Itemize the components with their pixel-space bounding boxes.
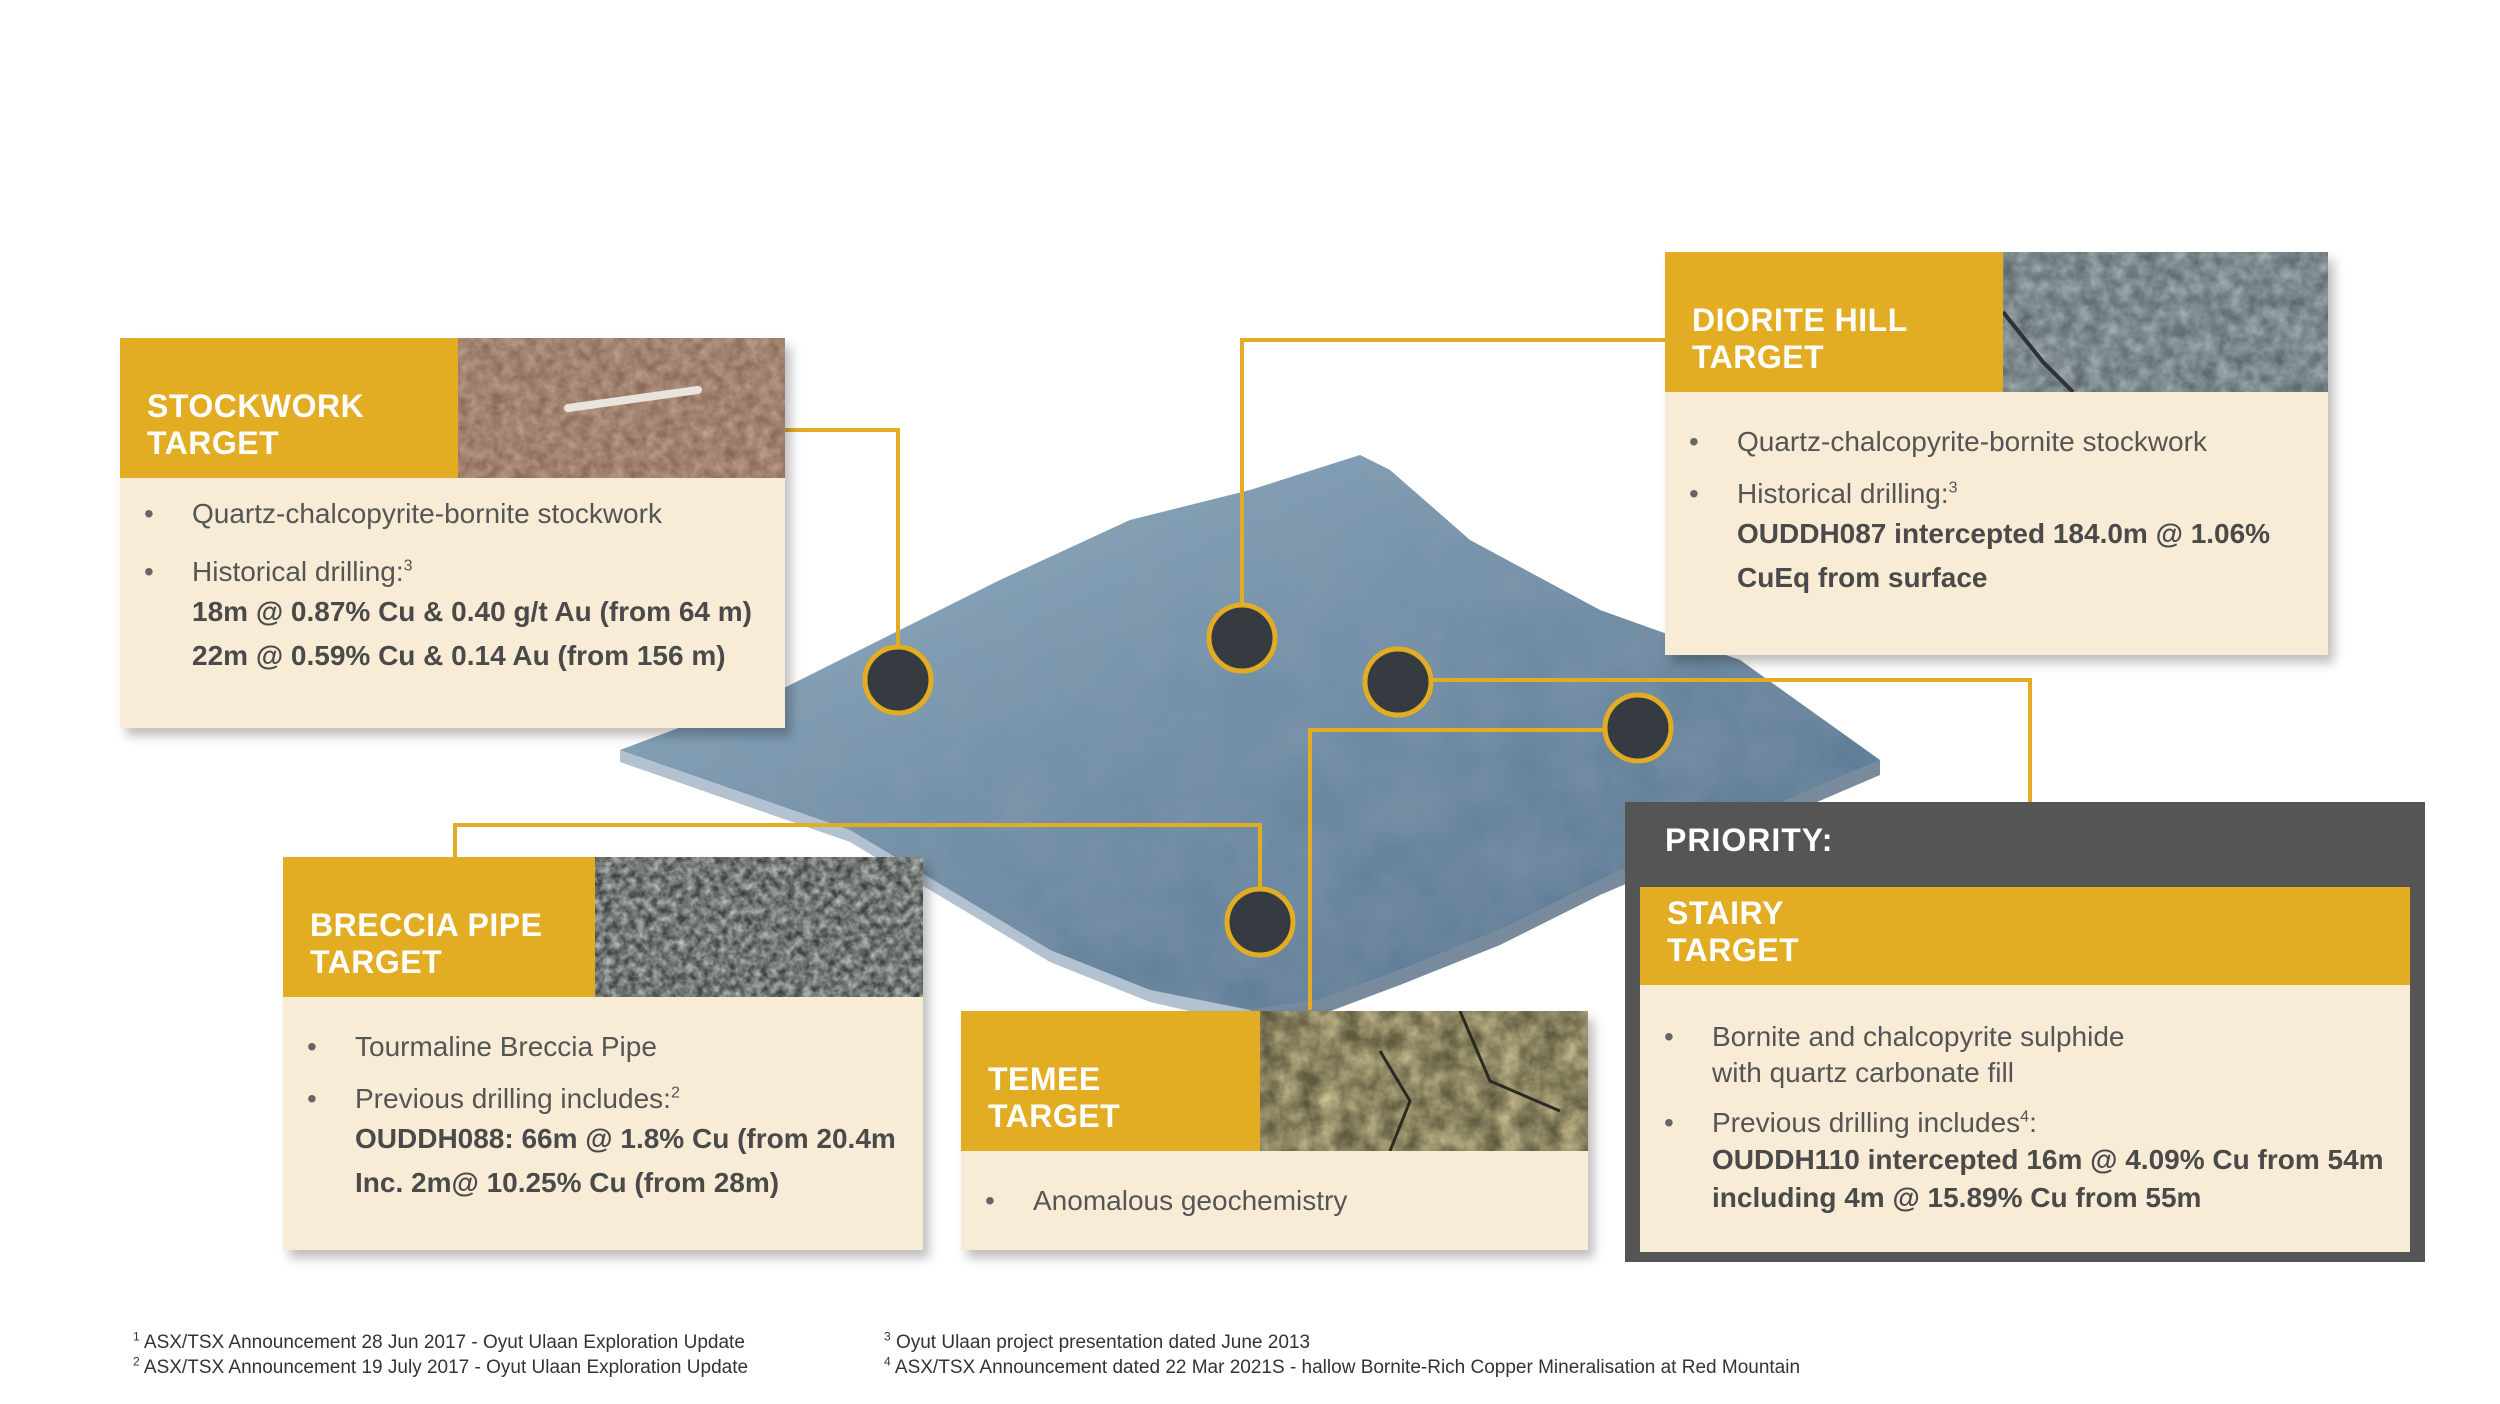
temee-title: TEMEE TARGET [988, 1061, 1121, 1134]
stairy-bullet-1: • Bornite and chalcopyrite sulphide with quartz carbonate fill [1664, 1019, 2396, 1091]
stairy-drill-2: including 4m @ 15.89% Cu from 55m [1712, 1182, 2202, 1213]
footnote-3: $^3$ Oyut Ulaan project presentation dated June 2013 [884, 1329, 1311, 1353]
stockwork-bullet-1: • Quartz-chalcopyrite-bornite stockwork [144, 496, 771, 532]
diorite-hill-target-card [1665, 252, 2328, 655]
footnote-4: $^4$ ASX/TSX Announcement dated 22 Mar 2021S - hallow Bornite-Rich Copper Mineralisation at Red Mountain [884, 1354, 1801, 1378]
stairy-title: STAIRY TARGET [1667, 895, 1800, 968]
footnotes-left [133, 1330, 748, 1380]
breccia-pipe-header [283, 857, 597, 997]
stairy-target-card [1640, 887, 2410, 1252]
breccia-pipe-title: BRECCIA PIPE TARGET [310, 907, 543, 980]
stockwork-title: STOCKWORK TARGET [147, 388, 365, 461]
stairy-drill-1: OUDDH110 intercepted 16m @ 4.09% Cu from 54m [1712, 1144, 2384, 1175]
breccia-pipe-bullet-1: • Tourmaline Breccia Pipe [307, 1029, 909, 1065]
temee-target-card [961, 1011, 1588, 1250]
diorite-hill-header [1665, 252, 2005, 392]
diorite-hill-bullet-1: • Quartz-chalcopyrite-bornite stockwork [1689, 424, 2314, 460]
stockwork-bullet-2: • Historical drilling:$^3$ 18m @ 0.87% Cu & 0.40 g/t Au (from 64 m) 22m @ 0.59% Cu & 0.14 Au (from 156 m) [144, 554, 771, 678]
temee-photo [1260, 1011, 1588, 1151]
priority-label: PRIORITY: [1665, 822, 1834, 858]
diorite-hill-bullet-2: • Historical drilling:$^3$ OUDDH087 intercepted 184.0m @ 1.06% CuEq from surface [1689, 476, 2314, 600]
breccia-pipe-drill-2: Inc. 2m@ 10.25% Cu (from 28m) [355, 1167, 780, 1198]
diorite-hill-photo [2003, 252, 2328, 392]
stockwork-header [120, 338, 460, 478]
diorite-hill-drill-1: OUDDH087 intercepted 184.0m @ 1.06% [1737, 518, 2271, 549]
stockwork-drill-2: 22m @ 0.59% Cu & 0.14 Au (from 156 m) [192, 640, 726, 671]
stockwork-photo [458, 338, 785, 478]
footnote-1: $^1$ ASX/TSX Announcement 28 Jun 2017 - Oyut Ulaan Exploration Update [133, 1329, 745, 1353]
breccia-pipe-target-card [283, 857, 923, 1250]
stockwork-target-card [120, 338, 785, 728]
stairy-bullet-2: • Previous drilling includes$^4$: OUDDH110 intercepted 16m @ 4.09% Cu from 54m including 4m @ 15.89% Cu from 55m [1664, 1105, 2396, 1217]
priority-panel [1625, 802, 2425, 1262]
footnote-2: $^2$ ASX/TSX Announcement 19 July 2017 - Oyut Ulaan Exploration Update [133, 1354, 749, 1378]
breccia-pipe-bullet-2: • Previous drilling includes:$^2$ OUDDH088: 66m @ 1.8% Cu (from 20.4m Inc. 2m@ 10.25% Cu (from 28m) [307, 1081, 909, 1205]
breccia-pipe-photo [595, 857, 923, 997]
temee-bullet-1: • Anomalous geochemistry [985, 1183, 1574, 1219]
stockwork-drill-1: 18m @ 0.87% Cu & 0.40 g/t Au (from 64 m) [192, 596, 752, 627]
temee-header [961, 1011, 1262, 1151]
footnotes-right [884, 1330, 1800, 1380]
diorite-hill-title: DIORITE HILL TARGET [1692, 302, 1908, 375]
breccia-pipe-drill-1: OUDDH088: 66m @ 1.8% Cu (from 20.4m [355, 1123, 896, 1154]
stairy-header [1640, 887, 2410, 985]
diorite-hill-drill-2: CuEq from surface [1737, 562, 1988, 593]
